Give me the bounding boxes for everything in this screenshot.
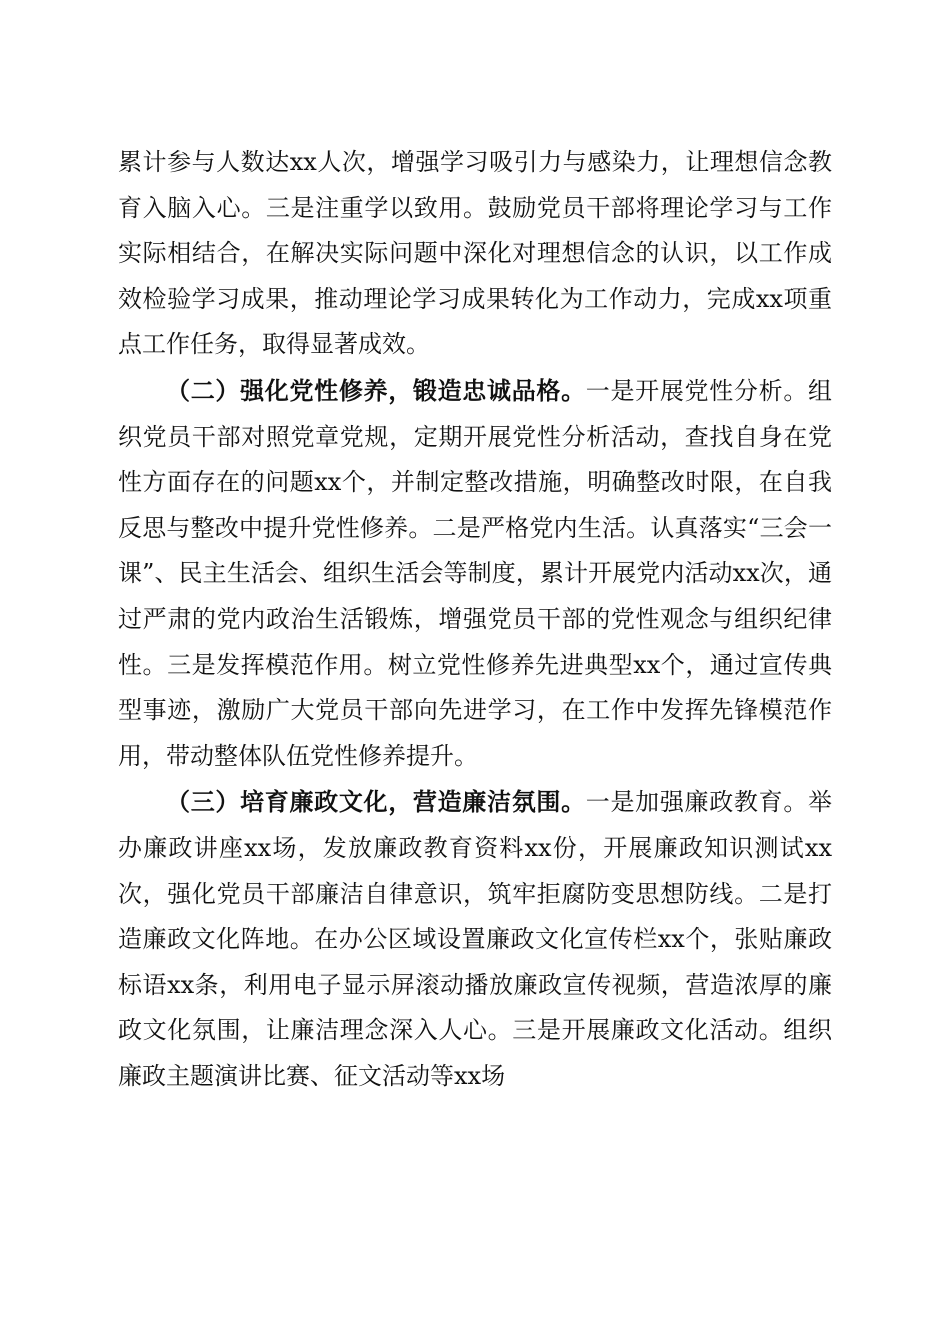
paragraph-text: 累计参与人数达xx人次，增强学习吸引力与感染力，让理想信念教育入脑入心。三是注重学以致用。鼓励党员干部将理论学习与工作实际相结合，在解决实际问题中深化对理想信念的认识，以工作成效检验学习成果，推动理论学习成果转化为工作动力，完成xx项重点工作任务，取得显著成效。: [118, 148, 832, 359]
section-heading: （二）强化党性修养，锻造忠诚品格。: [166, 375, 586, 405]
paragraph-text: 一是开展党性分析。组织党员干部对照党章党规，定期开展党性分析活动，查找自身在党性方面存在的问题xx个，并制定整改措施，明确整改时限，在自我反思与整改中提升党性修养。二是严格党内生活。认真落实“三会一课”、民主生活会、组织生活会等制度，累计开展党内活动xx次，通过严肃的党内政治生活锻炼，增强党员干部的党性观念与组织纪律性。三是发挥模范作用。树立党性修养先进典型xx个，通过宣传典型事迹，激励广大党员干部向先进学习，在工作中发挥先锋模范作用，带动整体队伍党性修养提升。: [118, 376, 833, 770]
paragraph-continuation: [118, 140, 832, 368]
section-heading: （三）培育廉政文化，营造廉洁氛围。: [166, 787, 586, 817]
paragraph-party-spirit: [118, 368, 832, 779]
document-body: [118, 140, 832, 1099]
paragraph-text: 一是加强廉政教育。举办廉政讲座xx场，发放廉政教育资料xx份，开展廉政知识测试xx次，强化党员干部廉洁自律意识，筑牢拒腐防变思想防线。二是打造廉政文化阵地。在办公区域设置廉政文化宣传栏xx个，张贴廉政标语xx条，利用电子显示屏滚动播放廉政宣传视频，营造浓厚的廉政文化氛围，让廉洁理念深入人心。三是开展廉政文化活动。组织廉政主题演讲比赛、征文活动等xx场: [118, 788, 833, 1090]
paragraph-integrity-culture: [118, 779, 832, 1099]
